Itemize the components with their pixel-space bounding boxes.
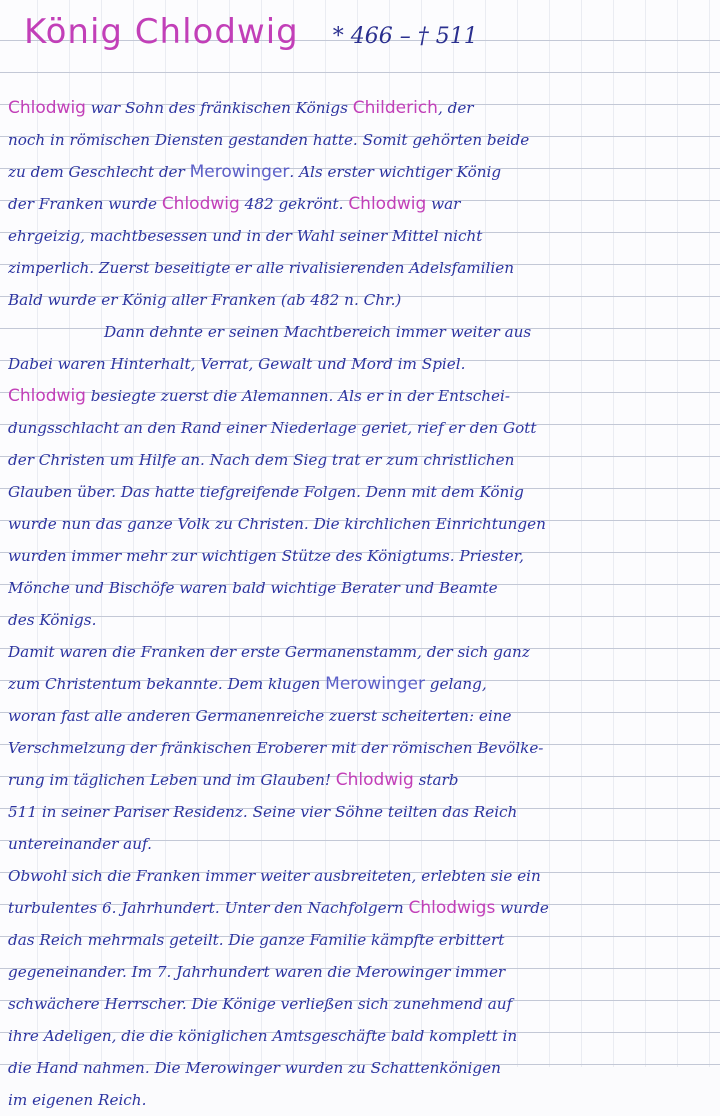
text-line bbox=[8, 732, 716, 764]
text-line bbox=[8, 1020, 716, 1052]
text-line bbox=[8, 252, 716, 284]
text-segment: zimperlich. Zuerst beseitigte er alle rivalisierenden Adelsfamilien bbox=[8, 259, 515, 277]
text-line bbox=[8, 124, 716, 156]
highlighted-king-name: Childerich bbox=[352, 98, 438, 118]
text-segment: Dann dehnte er seinen Machtbereich immer weiter aus bbox=[104, 323, 532, 341]
text-line bbox=[8, 220, 716, 252]
text-line bbox=[8, 540, 716, 572]
text-segment: Verschmelzung der fränkischen Eroberer mit der römischen Bevölke- bbox=[8, 739, 544, 757]
text-segment: wurde bbox=[495, 899, 549, 917]
text-segment: der Christen um Hilfe an. Nach dem Sieg trat er zum christlichen bbox=[8, 451, 515, 469]
text-segment: zum Christentum bekannte. Dem klugen bbox=[8, 675, 326, 693]
text-segment: das Reich mehrmals geteilt. Die ganze Familie kämpfte erbittert bbox=[8, 931, 505, 949]
text-segment: ehrgeizig, machtbesessen und in der Wahl seiner Mittel nicht bbox=[8, 227, 483, 245]
text-segment: Dabei waren Hinterhalt, Verrat, Gewalt und Mord im Spiel. bbox=[8, 355, 466, 373]
text-line bbox=[8, 892, 716, 924]
text-segment: des Königs. bbox=[8, 611, 97, 629]
text-line bbox=[8, 636, 716, 668]
text-segment: noch in römischen Diensten gestanden hatte. Somit gehörten beide bbox=[8, 131, 530, 149]
heading-title: König Chlodwig bbox=[24, 12, 299, 52]
text-line bbox=[8, 316, 716, 348]
heading-dates: * 466 – † 511 bbox=[332, 24, 478, 49]
text-segment: besiegte zuerst die Alemannen. Als er in der Entschei- bbox=[85, 387, 511, 405]
text-segment: Glauben über. Das hatte tiefgreifende Folgen. Denn mit dem König bbox=[8, 483, 524, 501]
text-segment: , der bbox=[437, 99, 474, 117]
text-line bbox=[8, 956, 716, 988]
text-segment: schwächere Herrscher. Die Könige verließen sich zunehmend auf bbox=[8, 995, 513, 1013]
text-segment: turbulentes 6. Jahrhundert. Unter den Nachfolgern bbox=[8, 899, 409, 917]
text-segment: gegeneinander. Im 7. Jahrhundert waren die Merowinger immer bbox=[8, 963, 506, 981]
text-segment: 511 in seiner Pariser Residenz. Seine vier Söhne teilten das Reich bbox=[8, 803, 518, 821]
text-line bbox=[8, 796, 716, 828]
text-line bbox=[8, 156, 716, 188]
highlighted-dynasty-name: Merowinger bbox=[189, 162, 290, 182]
text-line bbox=[8, 92, 716, 124]
text-line bbox=[8, 924, 716, 956]
highlighted-king-name: Chlodwig bbox=[161, 194, 240, 214]
text-line bbox=[8, 188, 716, 220]
text-segment: Mönche und Bischöfe waren bald wichtige Berater und Beamte bbox=[8, 579, 498, 597]
text-segment: untereinander auf. bbox=[8, 835, 152, 853]
highlighted-king-name: Chlodwig bbox=[8, 386, 86, 406]
text-segment: Bald wurde er König aller Franken (ab 482 n. Chr.) bbox=[8, 291, 402, 309]
text-segment: war bbox=[426, 195, 461, 213]
text-line bbox=[8, 764, 716, 796]
text-line bbox=[8, 572, 716, 604]
text-segment: dungsschlacht an den Rand einer Niederlage geriet, rief er den Gott bbox=[8, 419, 537, 437]
text-line bbox=[8, 412, 716, 444]
text-line bbox=[8, 348, 716, 380]
text-segment: woran fast alle anderen Germanenreiche zuerst scheiterten: eine bbox=[8, 707, 512, 725]
text-line bbox=[8, 700, 716, 732]
text-segment: Damit waren die Franken der erste Germanenstamm, der sich ganz bbox=[8, 643, 530, 661]
text-segment: gelang, bbox=[424, 675, 487, 693]
text-line bbox=[8, 1052, 716, 1084]
text-segment: 482 gekrönt. bbox=[239, 195, 349, 213]
highlighted-dynasty-name: Merowinger bbox=[325, 674, 425, 694]
text-segment: wurden immer mehr zur wichtigen Stütze des Königtums. Priester, bbox=[8, 547, 524, 565]
highlighted-king-name: Chlodwig bbox=[8, 98, 86, 118]
text-segment: Obwohl sich die Franken immer weiter ausbreiteten, erlebten sie ein bbox=[8, 867, 541, 885]
text-segment: der Franken wurde bbox=[8, 195, 162, 213]
text-line bbox=[8, 508, 716, 540]
handwritten-text-body bbox=[8, 92, 716, 1116]
text-line bbox=[8, 988, 716, 1020]
text-segment: war Sohn des fränkischen Königs bbox=[85, 99, 353, 117]
text-line bbox=[8, 476, 716, 508]
text-line bbox=[8, 380, 716, 412]
highlighted-king-name: Chlodwig bbox=[348, 194, 427, 214]
highlighted-king-name: Chlodwig bbox=[335, 770, 414, 790]
text-segment: starb bbox=[413, 771, 459, 789]
text-line bbox=[8, 828, 716, 860]
text-line bbox=[8, 860, 716, 892]
text-segment: zu dem Geschlecht der bbox=[8, 163, 190, 181]
text-segment: ihre Adeligen, die die königlichen Amtsgeschäfte bald komplett in bbox=[8, 1027, 518, 1045]
text-line bbox=[8, 668, 716, 700]
text-line bbox=[8, 604, 716, 636]
highlighted-king-name: Chlodwigs bbox=[408, 898, 496, 918]
text-segment: im eigenen Reich. bbox=[8, 1091, 147, 1109]
text-line bbox=[8, 444, 716, 476]
text-segment: die Hand nahmen. Die Merowinger wurden zu Schattenkönigen bbox=[8, 1059, 501, 1077]
text-line bbox=[8, 1084, 716, 1116]
text-segment: rung im täglichen Leben und im Glauben! bbox=[8, 771, 336, 789]
text-line bbox=[8, 284, 716, 316]
text-segment: wurde nun das ganze Volk zu Christen. Die kirchlichen Einrichtungen bbox=[8, 515, 546, 533]
page-heading bbox=[24, 12, 478, 76]
text-segment: . Als erster wichtiger König bbox=[289, 163, 502, 181]
